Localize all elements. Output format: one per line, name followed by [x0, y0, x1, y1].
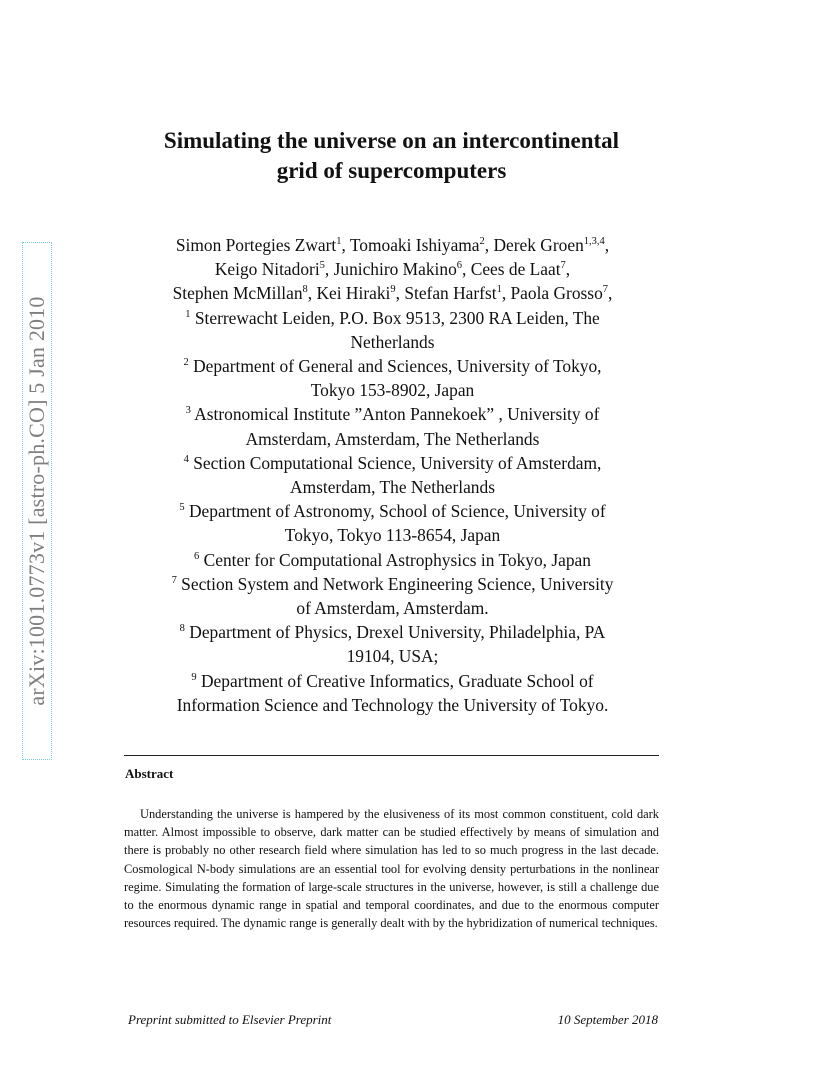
affiliation-marker: 6 [456, 260, 463, 272]
author-name: Simon Portegies Zwart [175, 235, 337, 255]
arxiv-identifier: arXiv:1001.0773v1 [astro-ph.CO] 5 Jan 2010 [24, 296, 49, 706]
abstract-heading: Abstract [125, 766, 174, 781]
author-name: , Cees de Laat [462, 259, 561, 280]
affiliation-continuation: Amsterdam, Amsterdam, The Netherlands [245, 428, 540, 449]
affiliation-marker: 7 [560, 260, 566, 272]
affiliation-item [120, 402, 665, 426]
footer-preprint-note: Preprint submitted to Elsevier Preprint [128, 1012, 332, 1027]
affiliation-marker: 1 [496, 284, 502, 296]
affiliation-marker: 9 [390, 284, 396, 296]
affiliation-marker: 8 [302, 284, 308, 296]
affiliation-marker: 2 [479, 236, 485, 248]
affiliation-number: 9 [191, 671, 197, 683]
affiliation-number: 8 [179, 623, 185, 635]
affiliation-number: 2 [183, 357, 189, 369]
affiliation-text: Astronomical Institute ”Anton Pannekoek” , University of [194, 404, 600, 425]
author-line [120, 257, 665, 281]
abstract-text: Understanding the universe is hampered by the elusiveness of its most common constituent, cold dark matter. Almost impossible to observe, dark matter can be studied effectively by means of simulation and there is probably no other research field where simulation has led to so much progress in the last decade. Cosmological N-body simulations are an essential tool for evolving density perturbations in the nonlinear regime. Simulating the formation of large-scale structures in the universe, however, is still a challenge due to the enormous dynamic range in spatial and temporal coordinates, and due to the enormous computer resources required. The dynamic range is generally dealt with by the hybridization of numerical techniques. [124, 807, 659, 931]
footer-date: 10 September 2018 [557, 1012, 658, 1027]
author-name: Stephen McMillan [172, 283, 303, 304]
affiliation-number: 1 [185, 308, 191, 320]
author-name: , Stefan Harfst [395, 283, 497, 304]
affiliation-continuation: Tokyo, Tokyo 113-8654, Japan [284, 525, 501, 546]
affiliation-item [120, 354, 665, 378]
affiliation-number: 6 [194, 550, 200, 562]
author-name: , Junichiro Makino [324, 259, 457, 280]
author-name: , Kei Hiraki [307, 283, 391, 304]
affiliation-continuation: 19104, USA; [346, 646, 439, 667]
affiliation-text: Department of Physics, Drexel University, Philadelphia, PA [189, 622, 606, 643]
author-name: , [604, 235, 610, 255]
title-line: Simulating the universe on an intercontinental [163, 128, 620, 153]
author-line [120, 281, 665, 305]
paper-title [124, 126, 659, 186]
affiliation-list [120, 306, 665, 717]
affiliation-marker: 1,3,4 [583, 236, 605, 248]
affiliation-number: 5 [179, 502, 185, 514]
affiliation-continuation: Information Science and Technology the University of Tokyo. [176, 694, 609, 715]
affiliation-text: Department of Creative Informatics, Graduate School of [201, 670, 594, 691]
author-name: , [565, 259, 571, 280]
affiliation-number: 4 [183, 454, 189, 466]
affiliation-text: Department of General and Sciences, University of Tokyo, [193, 356, 602, 377]
author-block [120, 233, 665, 717]
affiliation-item [120, 499, 665, 523]
affiliation-marker: 5 [319, 260, 325, 272]
affiliation-item [120, 620, 665, 644]
abstract-divider [124, 755, 659, 756]
affiliation-continuation: Tokyo 153-8902, Japan [310, 380, 475, 401]
author-list [120, 233, 665, 306]
affiliation-marker: 1 [336, 236, 342, 248]
affiliation-item [120, 572, 665, 596]
author-name: , [608, 283, 613, 304]
affiliation-number: 3 [185, 405, 191, 417]
author-name: Keigo Nitadori [214, 259, 320, 280]
affiliation-text: Center for Computational Astrophysics in Tokyo, Japan [203, 549, 591, 570]
title-line: grid of supercomputers [276, 158, 507, 183]
affiliation-item [120, 306, 665, 330]
affiliation-text: Department of Astronomy, School of Science, University of [188, 501, 606, 522]
author-name: , Derek Groen [484, 235, 584, 255]
affiliation-item [120, 669, 665, 693]
affiliation-continuation: Amsterdam, The Netherlands [290, 477, 495, 498]
affiliation-number: 7 [171, 575, 177, 587]
affiliation-text: Section Computational Science, University of Amsterdam, [193, 452, 602, 473]
affiliation-text: Sterrewacht Leiden, P.O. Box 9513, 2300 RA Leiden, The [194, 307, 600, 328]
affiliation-continuation: of Amsterdam, Amsterdam. [296, 598, 489, 619]
affiliation-text: Section System and Network Engineering Science, University [181, 573, 614, 594]
affiliation-item [120, 548, 665, 572]
author-name: , Paola Grosso [501, 283, 603, 304]
affiliation-item [120, 451, 665, 475]
page-footer [128, 1012, 658, 1028]
author-name: , Tomoaki Ishiyama [341, 235, 480, 255]
author-line [120, 233, 665, 257]
affiliation-marker: 7 [602, 284, 609, 296]
affiliation-continuation: Netherlands [350, 331, 435, 352]
